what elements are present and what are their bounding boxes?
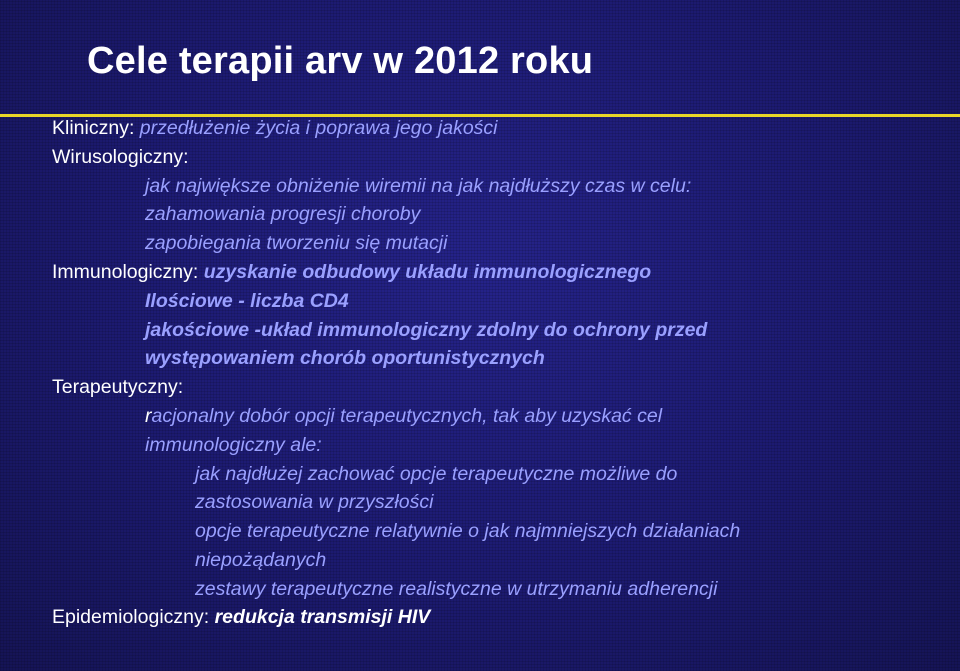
clinical-line	[52, 116, 498, 140]
immunological-quantitative: Ilościowe - liczba CD4	[145, 290, 349, 312]
virological-line-3: zapobiegania tworzeniu się mutacji	[145, 232, 448, 254]
immunological-qualitative-2: występowaniem chorób oportunistycznych	[145, 347, 545, 369]
therapeutic-sub-3: zestawy terapeutyczne realistyczne w utrzymaniu adherencji	[195, 578, 718, 600]
epidemiological-label: Epidemiologiczny:	[52, 606, 210, 628]
clinical-text: przedłużenie życia i poprawa jego jakości	[139, 117, 498, 139]
immunological-text: uzyskanie odbudowy układu immunologicznego	[203, 261, 652, 283]
therapeutic-sub-1-line-1: jak najdłużej zachować opcje terapeutyczne możliwe do	[195, 463, 678, 485]
therapeutic-first-letter: r	[145, 405, 152, 427]
therapeutic-line-1	[145, 404, 662, 428]
slide-title: Cele terapii arv w 2012 roku	[87, 40, 594, 82]
therapeutic-sub-1-line-2: zastosowania w przyszłości	[195, 491, 434, 513]
therapeutic-label-line	[52, 375, 183, 399]
epidemiological-line	[52, 605, 430, 629]
immunological-line	[52, 260, 651, 284]
immunological-label: Immunologiczny:	[52, 261, 199, 283]
therapeutic-sub-2-line-2: niepożądanych	[195, 549, 327, 571]
therapeutic-sub-2-line-1: opcje terapeutyczne relatywnie o jak najmniejszych działaniach	[195, 520, 741, 542]
therapeutic-line-1-rest: acjonalny dobór opcji terapeutycznych, tak aby uzyskać cel	[151, 405, 663, 427]
immunological-qualitative-1: jakościowe -układ immunologiczny zdolny do ochrony przed	[145, 319, 708, 341]
virological-line-1: jak największe obniżenie wiremii na jak najdłuższy czas w celu:	[145, 175, 692, 197]
clinical-label: Kliniczny:	[52, 117, 135, 139]
virological-label-line	[52, 145, 189, 169]
epidemiological-text: redukcja transmisji HIV	[214, 606, 431, 628]
therapeutic-label: Terapeutyczny:	[52, 376, 184, 398]
virological-line-2: zahamowania progresji choroby	[145, 203, 421, 225]
therapeutic-line-2: immunologiczny ale:	[145, 434, 322, 456]
virological-label: Wirusologiczny:	[52, 146, 189, 168]
